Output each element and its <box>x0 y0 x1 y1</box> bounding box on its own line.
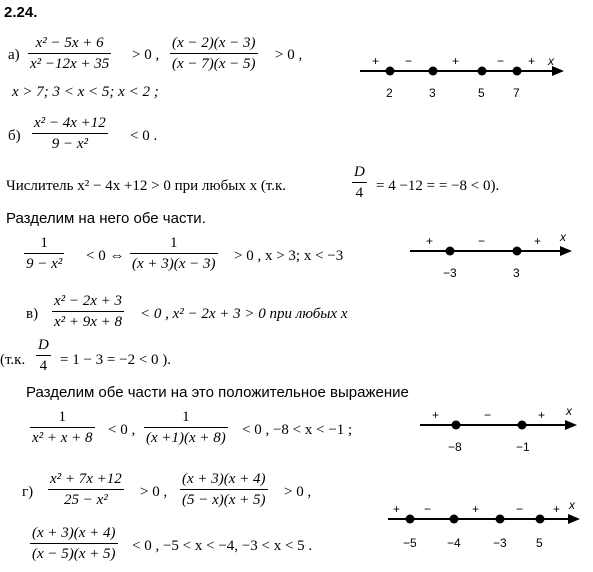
fraction-bar <box>30 543 118 544</box>
part-a-fraction-2-numerator: (x − 2)(x − 3) <box>172 35 256 51</box>
part-v-fraction-3-denominator: (x +1)(x + 8) <box>146 430 226 446</box>
axis-label: x <box>548 54 554 68</box>
point-marker <box>496 515 505 524</box>
axis-arrow <box>565 420 577 430</box>
sign-label: − <box>497 54 505 68</box>
sign-label: + <box>534 234 542 248</box>
part-b-number-line-svg <box>410 232 580 282</box>
fraction-bar <box>170 53 258 54</box>
part-a-answer: x > 7; 3 < x < 5; x < 2 ; <box>12 84 159 100</box>
part-g-fraction-3-numerator: (x + 3)(x + 4) <box>32 525 116 541</box>
part-v-fraction-1-numerator: x² − 2x + 3 <box>54 293 123 309</box>
point-label: −3 <box>443 266 457 280</box>
sign-label: + <box>432 408 440 422</box>
part-b-relation-3: > 0 , x > 3; x < −3 <box>234 248 344 264</box>
part-b-fraction-3 <box>130 234 218 273</box>
part-g-fraction-1-denominator: 25 − x² <box>64 492 108 508</box>
axis-arrow <box>568 514 580 524</box>
discriminant-denominator: 4 <box>355 185 364 201</box>
point-marker <box>452 421 461 430</box>
part-v-fraction-1 <box>52 292 124 331</box>
part-b-equivalence: < 0 ⇔ <box>86 248 125 264</box>
fraction-bar <box>36 355 51 356</box>
point-label: −5 <box>403 536 417 550</box>
fraction-bar <box>130 253 218 254</box>
discriminant-numerator: D <box>354 164 365 180</box>
sign-label: + <box>372 54 380 68</box>
part-b-discriminant-fraction <box>352 163 367 202</box>
point-label: −4 <box>447 536 461 550</box>
point-marker <box>406 515 415 524</box>
part-b-discriminant-rest: = 4 −12 = = −8 < 0). <box>376 178 500 194</box>
part-b-fraction-1-denominator: 9 − x² <box>51 136 89 152</box>
point-label: 7 <box>513 86 520 100</box>
part-v-fraction-2-numerator: 1 <box>58 409 67 425</box>
point-label: −3 <box>493 536 507 550</box>
part-b-fraction-2-numerator: 1 <box>40 235 48 251</box>
fraction-bar <box>352 182 367 183</box>
axis-label: x <box>560 230 566 244</box>
part-b-fraction-3-denominator: (x + 3)(x − 3) <box>132 256 216 272</box>
part-a-number-line <box>360 52 570 102</box>
point-label: 3 <box>429 86 436 100</box>
part-a-fraction-1-numerator: x² − 5x + 6 <box>35 35 104 51</box>
sign-label: − <box>516 502 524 516</box>
point-marker <box>429 67 438 76</box>
part-g-number-line <box>388 500 588 552</box>
point-marker <box>518 421 527 430</box>
part-g-fraction-1-numerator: x² + 7x +12 <box>50 471 122 487</box>
point-label: 2 <box>386 86 393 100</box>
part-b-number-line <box>410 232 580 282</box>
sign-label: − <box>405 54 413 68</box>
sign-label: + <box>393 502 401 516</box>
part-b-fraction-1 <box>32 114 108 153</box>
fraction-bar <box>48 489 124 490</box>
sign-label: + <box>426 234 434 248</box>
problem-number: 2.24. <box>4 4 38 21</box>
fraction-bar <box>30 427 95 428</box>
sign-label: − <box>424 502 432 516</box>
part-b-fraction-2-denominator: 9 − x² <box>26 256 63 272</box>
part-b-fraction-3-numerator: 1 <box>170 235 178 251</box>
point-label: 5 <box>536 536 543 550</box>
part-g-fraction-3 <box>30 524 118 563</box>
part-b-numerator-text: Числитель x² − 4x +12 > 0 при любых x (т.к. <box>6 178 287 194</box>
fraction-bar <box>52 311 124 312</box>
sign-label: + <box>452 54 460 68</box>
part-b-relation: < 0 . <box>130 128 158 144</box>
point-marker <box>513 247 522 256</box>
part-v-discriminant-fraction <box>36 336 51 375</box>
sign-label: + <box>553 502 561 516</box>
part-g-relation: > 0 , <box>140 484 168 500</box>
part-a-fraction-1 <box>28 34 111 73</box>
axis-arrow <box>560 246 572 256</box>
part-v-relation-3: < 0 , −8 < x < −1 ; <box>242 422 353 438</box>
point-marker <box>386 67 395 76</box>
part-a-fraction-2 <box>170 34 258 73</box>
part-g-label: г) <box>22 484 34 500</box>
part-a-fraction-2-denominator: (x − 7)(x − 5) <box>172 56 256 72</box>
part-v-number-line <box>420 406 585 456</box>
point-marker <box>536 515 545 524</box>
discriminant-numerator: D <box>38 337 49 353</box>
point-marker <box>450 515 459 524</box>
part-a-relation-1: > 0 , <box>132 47 160 63</box>
part-g-fraction-3-denominator: (x − 5)(x + 5) <box>32 546 116 562</box>
point-marker <box>446 247 455 256</box>
part-g-fraction-2-denominator: (5 − x)(x + 5) <box>182 492 266 508</box>
part-v-divide-text: Разделим обе части на это положительное выражение <box>26 384 409 401</box>
axis-label: x <box>566 404 572 418</box>
part-v-tk-prefix: (т.к. <box>0 352 26 368</box>
fraction-bar <box>28 53 111 54</box>
fraction-bar <box>24 253 64 254</box>
sign-label: + <box>538 408 546 422</box>
part-a-relation-2: > 0 , <box>275 47 303 63</box>
point-label: −8 <box>448 440 462 454</box>
part-v-fraction-1-denominator: x² + 9x + 8 <box>54 314 123 330</box>
part-b-fraction-1-numerator: x² − 4x +12 <box>34 115 106 131</box>
fraction-bar <box>180 489 268 490</box>
sign-label: + <box>472 502 480 516</box>
discriminant-denominator: 4 <box>39 358 48 374</box>
point-label: 5 <box>478 86 485 100</box>
part-b-divide-text: Разделим на него обе части. <box>6 210 206 227</box>
part-v-label: в) <box>26 306 39 322</box>
part-g-fraction-2 <box>180 470 268 509</box>
part-v-fraction-3-numerator: 1 <box>182 409 190 425</box>
fraction-bar <box>32 133 108 134</box>
part-v-relation: < 0 , x² − 2x + 3 > 0 при любых x <box>140 306 348 322</box>
part-v-fraction-2-denominator: x² + x + 8 <box>32 430 93 446</box>
point-marker <box>513 67 522 76</box>
part-g-relation-3: < 0 , −5 < x < −4, −3 < x < 5 . <box>132 538 313 554</box>
part-a-fraction-1-denominator: x² −12x + 35 <box>30 56 110 72</box>
part-v-relation-2: < 0 , <box>108 422 136 438</box>
sign-label: − <box>484 408 492 422</box>
axis-label: x <box>569 498 575 512</box>
part-g-fraction-1 <box>48 470 124 509</box>
part-b-fraction-2 <box>24 234 64 273</box>
part-a-label: а) <box>8 47 20 63</box>
part-v-number-line-svg <box>420 406 585 456</box>
part-g-relation-2: > 0 , <box>284 484 312 500</box>
part-v-fraction-3 <box>144 408 228 447</box>
part-v-fraction-2 <box>30 408 95 447</box>
point-label: 3 <box>513 266 520 280</box>
part-b-label: б) <box>8 128 21 144</box>
sign-label: + <box>528 54 536 68</box>
fraction-bar <box>144 427 228 428</box>
part-g-fraction-2-numerator: (x + 3)(x + 4) <box>182 471 266 487</box>
part-v-discriminant-rest: = 1 − 3 = −2 < 0 ). <box>60 352 172 368</box>
point-label: −1 <box>516 440 530 454</box>
point-marker <box>478 67 487 76</box>
sign-label: − <box>478 234 486 248</box>
